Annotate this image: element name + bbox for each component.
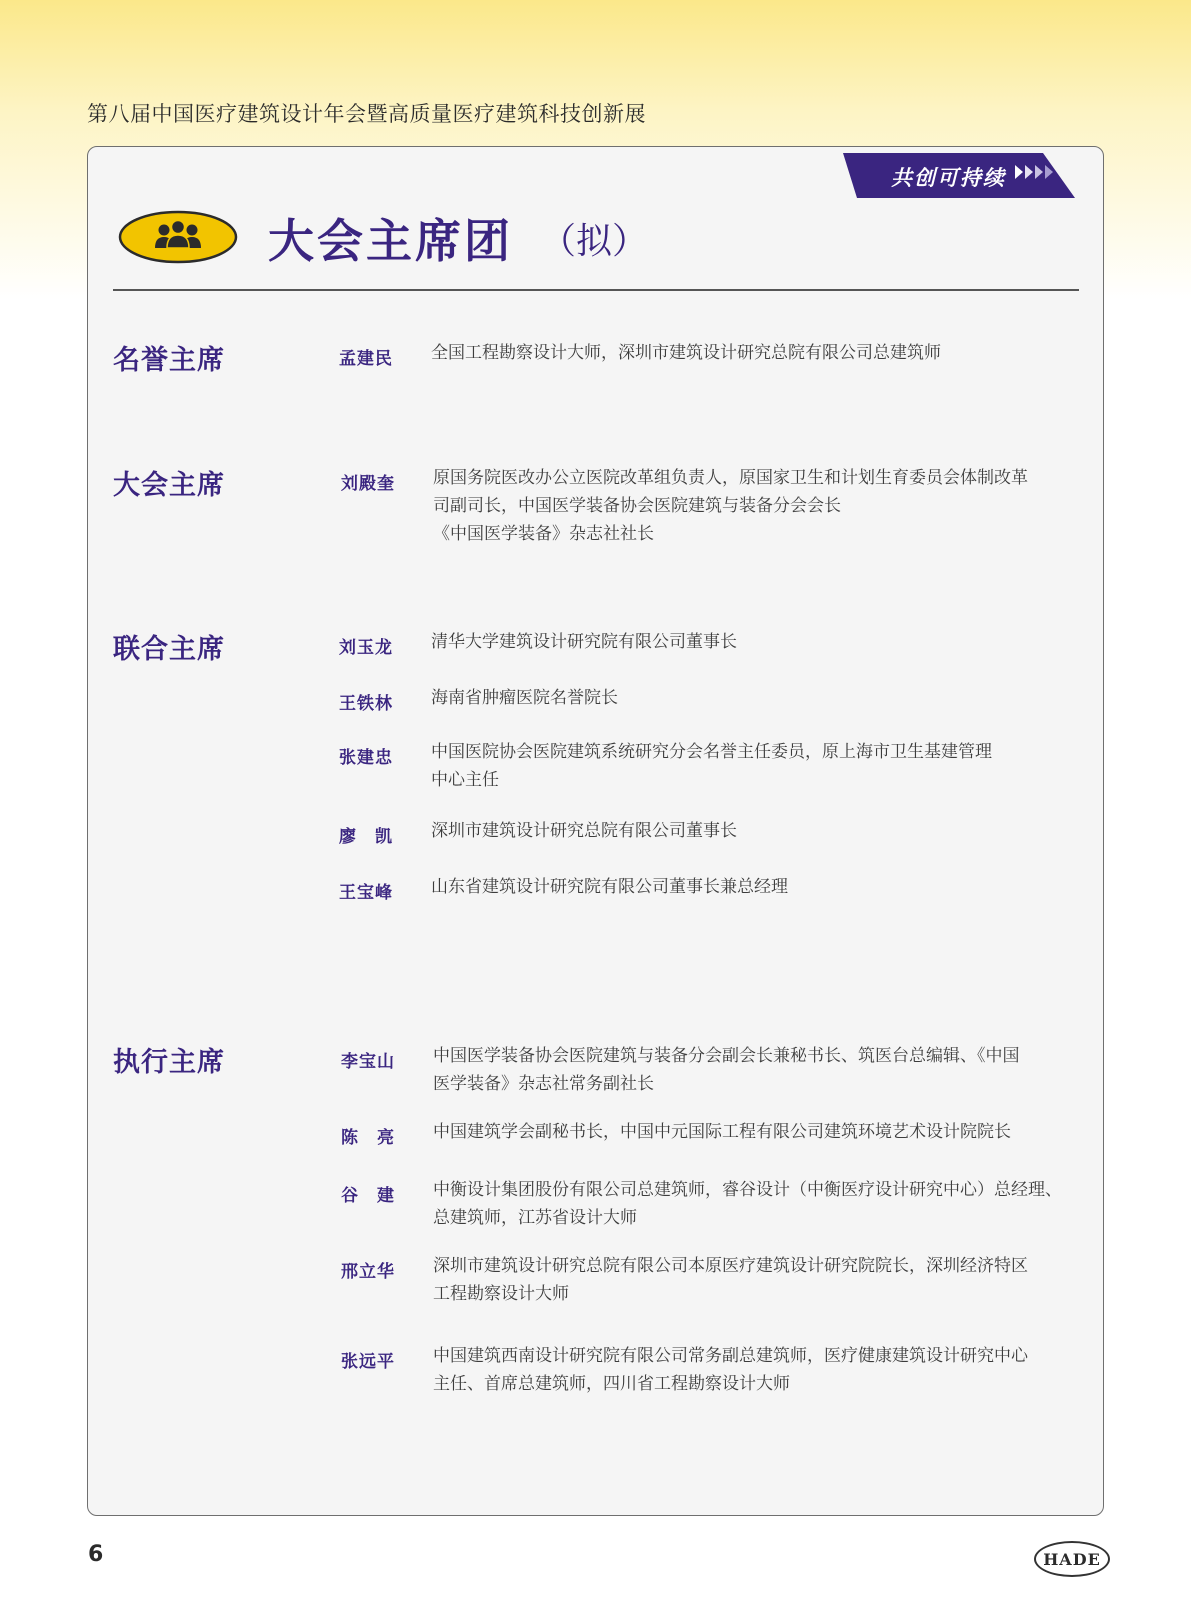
description-line: 中国医学装备协会医院建筑与装备分会副会长兼秘书长、筑医台总编辑、《中国 [433, 1046, 1020, 1066]
member-name: 张远平 [341, 1352, 395, 1372]
description-line: 中心主任 [431, 770, 499, 790]
description-line: 山东省建筑设计研究院有限公司董事长兼总经理 [431, 877, 788, 897]
document-header-title: 第八届中国医疗建筑设计年会暨高质量医疗建筑科技创新展 [87, 102, 646, 126]
member-name: 刘殿奎 [341, 474, 395, 494]
member-description [431, 817, 737, 845]
description-line: 司副司长，中国医学装备协会医院建筑与装备分会会长 [433, 496, 841, 516]
description-line: 深圳市建筑设计研究总院有限公司董事长 [431, 821, 737, 841]
people-group-icon [118, 210, 238, 264]
role-conference-chair: 大会主席 [113, 470, 225, 501]
member-description [431, 684, 618, 712]
member-description [433, 1118, 1011, 1146]
member-name: 陈 亮 [341, 1128, 395, 1148]
description-line: 总建筑师，江苏省设计大师 [433, 1208, 637, 1228]
role-executive-chair: 执行主席 [113, 1047, 225, 1078]
member-description [433, 1252, 1028, 1308]
section-title-suffix: （拟） [540, 221, 649, 262]
section-title: 大会主席团 [268, 214, 513, 268]
description-line: 深圳市建筑设计研究总院有限公司本原医疗建筑设计研究院院长，深圳经济特区 [433, 1256, 1028, 1276]
member-name: 孟建民 [339, 349, 393, 369]
description-line: 医学装备》杂志社常务副社长 [433, 1074, 654, 1094]
description-line: 全国工程勘察设计大师，深圳市建筑设计研究总院有限公司总建筑师 [431, 343, 941, 363]
member-description [431, 873, 788, 901]
member-name: 张建忠 [339, 748, 393, 768]
description-line: 清华大学建筑设计研究院有限公司董事长 [431, 632, 737, 652]
description-line: 中国建筑学会副秘书长，中国中元国际工程有限公司建筑环境艺术设计院院长 [433, 1122, 1011, 1142]
member-name: 廖 凯 [339, 827, 393, 847]
description-line: 工程勘察设计大师 [433, 1284, 569, 1304]
description-line: 中国建筑西南设计研究院有限公司常务副总建筑师，医疗健康建筑设计研究中心 [433, 1346, 1028, 1366]
member-name: 邢立华 [341, 1262, 395, 1282]
member-description [433, 1042, 1020, 1098]
role-honorary-chair: 名誉主席 [113, 345, 225, 376]
hade-logo: HADE [1034, 1541, 1110, 1577]
description-line: 中国医院协会医院建筑系统研究分会名誉主任委员，原上海市卫生基建管理 [431, 742, 992, 762]
section-divider [113, 289, 1079, 291]
member-description [433, 1176, 1062, 1232]
member-name: 王宝峰 [339, 883, 393, 903]
member-description [433, 1342, 1028, 1398]
member-name: 刘玉龙 [339, 638, 393, 658]
page-number: 6 [88, 1542, 104, 1567]
slogan-text: 共创可持续 [891, 166, 1006, 190]
member-description [431, 738, 992, 794]
member-description [431, 628, 737, 656]
role-co-chair: 联合主席 [113, 634, 225, 665]
chevrons-right-icon [1015, 165, 1053, 179]
description-line: 主任、首席总建筑师，四川省工程勘察设计大师 [433, 1374, 790, 1394]
member-name: 李宝山 [341, 1052, 395, 1072]
description-line: 中衡设计集团股份有限公司总建筑师，睿谷设计（中衡医疗设计研究中心）总经理、 [433, 1180, 1062, 1200]
description-line: 海南省肿瘤医院名誉院长 [431, 688, 618, 708]
member-description [431, 339, 941, 367]
slogan-tab [843, 153, 1075, 198]
member-name: 谷 建 [341, 1186, 395, 1206]
member-name: 王铁林 [339, 694, 393, 714]
description-line: 《中国医学装备》杂志社社长 [433, 524, 654, 544]
member-description [433, 464, 1028, 548]
description-line: 原国务院医改办公立医院改革组负责人，原国家卫生和计划生育委员会体制改革 [433, 468, 1028, 488]
